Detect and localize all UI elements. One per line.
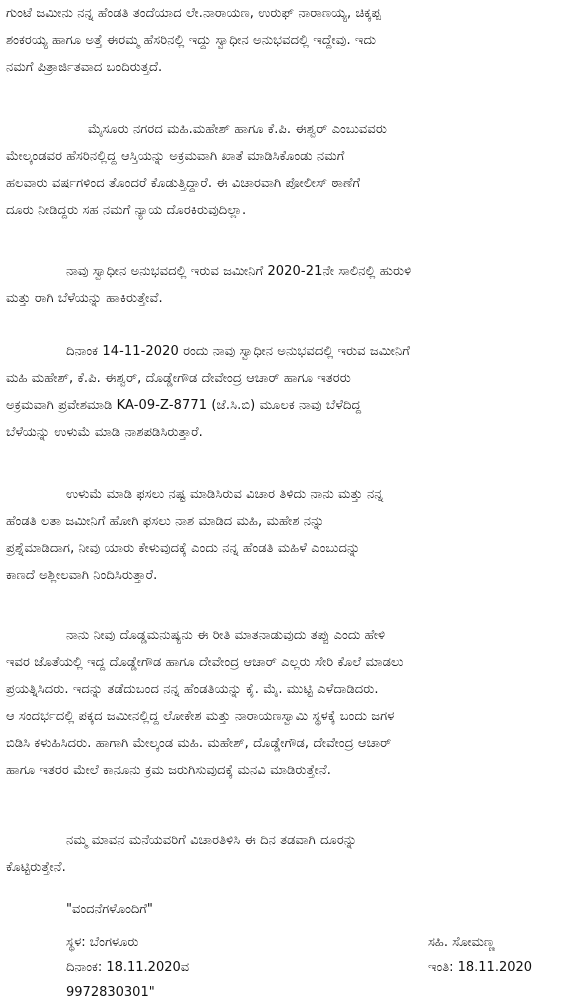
text-line: ಉಳುಮೆ ಮಾಡಿ ಫಸಲು ನಷ್ಟ ಮಾಡಿಸಿರುವ ವಿಚಾರ ತಿಳಿದು ನಾನು ಮತ್ತು ನನ್ನ [66,487,384,502]
text-line: ನಾನು ನೀವು ದೊಡ್ಡಮನುಷ್ಯನು ಈ ರೀತಿ ಮಾತನಾಡುವುದು ತಪ್ಪು ಎಂದು ಹೇಳಿ [66,628,386,643]
text-line: ದೂರು ನೀಡಿದ್ದರು ಸಹ ನಮಗೆ ನ್ಯಾಯ ದೊರಕಿರುವುದಿಲ್ಲಾ. [6,203,247,218]
text-line: ಕೊಟ್ಟಿರುತ್ತೇನೆ. [6,860,66,875]
footer-signature-block [428,930,532,980]
text-line: ಇವರ ಜೊತೆಯಲ್ಲಿ ಇದ್ದ ದೊಡ್ಡೇಗೌಡ ಹಾಗೂ ದೇವೇಂದ್ರ ಆಚಾರ್ ಎಲ್ಲರು ಸೇರಿ ಕೊಲೆ ಮಾಡಲು [6,655,404,670]
text-line: ಮೇಲ್ಕಂಡವರ ಹೆಸರಿನಲ್ಲಿದ್ದ ಆಸ್ತಿಯನ್ನು ಅಕ್ರಮವಾಗಿ ಖಾತೆ ಮಾಡಿಸಿಕೊಂಡು ನಮಗೆ [6,149,345,164]
footer-place-date-block [66,930,189,1005]
paragraph-crops-sown [6,258,560,312]
text-line: ಅಕ್ರಮವಾಗಿ ಪ್ರವೇಶಮಾಡಿ KA-09-Z-8771 (ಜೆ.ಸಿ.ಬಿ) ಮೂಲಕ ನಾವು ಬೆಳೆದಿದ್ದ [6,398,362,413]
text-line: ಬೆಳೆಯನ್ನು ಉಳುಮೆ ಮಾಡಿ ನಾಶಪಡಿಸಿರುತ್ತಾರೆ. [6,425,203,440]
text-line: ನಮಗೆ ಪಿತ್ರಾರ್ಜಿತವಾದ ಬಂದಿರುತ್ತದೆ. [6,60,163,75]
text-line: ನಮ್ಮ ಮಾವನ ಮನೆಯವರಿಗೆ ವಿಚಾರತಿಳಿಸಿ ಈ ದಿನ ತಡವಾಗಿ ದೂರನ್ನು [66,833,358,848]
text-line: ಹಾಗೂ ಇತರರ ಮೇಲೆ ಕಾನೂನು ಕ್ರಮ ಜರುಗಿಸುವುದಕ್ಕೆ ಮನವಿ ಮಾಡಿರುತ್ತೇನೆ. [6,763,331,778]
text-line: ಪ್ರಯತ್ನಿಸಿದರು. ಇದನ್ನು ತಡೆದುಬಂದ ನನ್ನ ಹೆಂಡತಿಯನ್ನು ಕೈ. ಮೈ. ಮುಟ್ಟಿ ಎಳೆದಾಡಿದರು. [6,682,379,697]
paragraph-assault-request [6,622,560,784]
date-field: ದಿನಾಂಕ: 18.11.2020ವ [66,960,190,975]
paragraph-delay-reason [6,827,560,881]
paragraph-illegal-khata [6,116,560,224]
closing-salutation: "ವಂದನೆಗಳೊಂದಿಗೆ" [66,902,153,917]
paragraph-abuse-incident [6,481,560,589]
text-line: ಮತ್ತು ರಾಗಿ ಬೆಳೆಯನ್ನು ಹಾಕಿರುತ್ತೇವೆ. [6,291,163,306]
text-line: ಮೈಸೂರು ನಗರದ ಮಹಿ.ಮಹೇಶ್ ಹಾಗೂ ಕೆ.ಪಿ. ಈಶ್ವರ್ ಎಂಬುವವರು [88,122,387,137]
text-line: ಮಹಿ ಮಹೇಶ್, ಕೆ.ಪಿ. ಈಶ್ವರ್, ದೊಡ್ಡೇಗೌಡ ದೇವೇಂದ್ರ ಆಚಾರ್ ಹಾಗೂ ಇತರರು [6,371,351,386]
signature-date-field: ಇಂತಿ: 18.11.2020 [428,960,533,975]
text-line: ಆ ಸಂದರ್ಭದಲ್ಲಿ ಪಕ್ಕದ ಜಮೀನಲ್ಲಿದ್ದ ಲೋಕೇಶ ಮತ್ತು ನಾರಾಯಣಸ್ವಾಮಿ ಸ್ಥಳಕ್ಕೆ ಬಂದು ಜಗಳ [6,709,395,724]
text-line: ದಿನಾಂಕ 14-11-2020 ರಂದು ನಾವು ಸ್ವಾಧೀನ ಅನುಭವದಲ್ಲಿ ಇರುವ ಜಮೀನಿಗೆ [66,344,410,359]
text-line: ಹೆಂಡತಿ ಲತಾ ಜಮೀನಿಗೆ ಹೋಗಿ ಫಸಲು ನಾಶ ಮಾಡಿದ ಮಹಿ, ಮಹೇಶ ನನ್ನು [6,514,325,529]
text-line: ಪ್ರಶ್ನೆಮಾಡಿದಾಗ, ನೀವು ಯಾರು ಕೇಳುವುದಕ್ಕೆ ಎಂದು ನನ್ನ ಹೆಂಡತಿ ಮಹಿಳೆ ಎಂಬುದನ್ನು [6,541,361,556]
text-line: ಕಾಣದೆ ಅಶ್ಲೀಲವಾಗಿ ನಿಂದಿಸಿರುತ್ತಾರೆ. [6,568,158,583]
phone-number: 9972830301" [66,985,155,1000]
text-line: ಗುಂಟೆ ಜಮೀನು ನನ್ನ ಹೆಂಡತಿ ತಂದೆಯಾದ ಲೇ.ನಾರಾಯಣ, ಉರುಫ್ ನಾರಾಣಯ್ಯ, ಚಿಕ್ಕಪ್ಪ [6,6,381,21]
text-line: ಬಿಡಿಸಿ ಕಳುಹಿಸಿದರು. ಹಾಗಾಗಿ ಮೇಲ್ಕಂಡ ಮಹಿ. ಮಹೇಶ್, ದೊಡ್ಡೇಗೌಡ, ದೇವೇಂದ್ರ ಆಚಾರ್ [6,736,392,751]
text-line: ನಾವು ಸ್ವಾಧೀನ ಅನುಭವದಲ್ಲಿ ಇರುವ ಜಮೀನಿಗೆ 2020-21ನೇ ಸಾಲಿನಲ್ಲಿ ಹುರುಳಿ [66,264,412,279]
text-line: ಹಲವಾರು ವರ್ಷಗಳಿಂದ ತೊಂದರೆ ಕೊಡುತ್ತಿದ್ದಾರೆ. ಈ ವಿಚಾರವಾಗಿ ಪೋಲೀಸ್ ಠಾಣೆಗೆ [6,176,361,191]
paragraph-land-ownership [6,0,560,81]
place-field: ಸ್ಥಳ: ಬೆಂಗಳೂರು [66,935,139,950]
signature-field: ಸಹಿ. ಸೋಮಣ್ಣ [428,935,495,950]
paragraph-trespass-incident [6,338,560,446]
text-line: ಶಂಕರಯ್ಯ ಹಾಗೂ ಅತ್ತೆ ಈರಮ್ಮ ಹೆಸರಿನಲ್ಲಿ ಇದ್ದು ಸ್ವಾಧೀನ ಅನುಭವದಲ್ಲಿ ಇದ್ದೇವು. ಇದು [6,33,377,48]
